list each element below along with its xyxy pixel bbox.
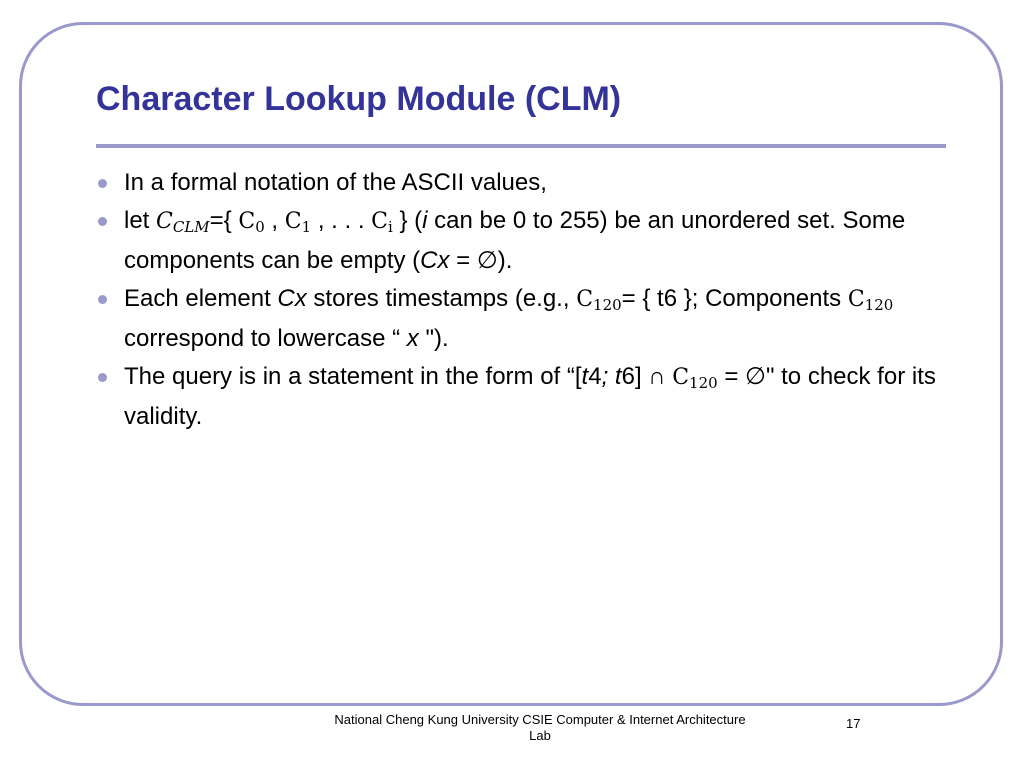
bullet-item-3 [96,282,936,356]
footer-text: National Cheng Kung University CSIE Computer & Internet Architecture Lab [334,712,746,743]
bullet-text: 4 [588,363,602,390]
page-number: 17 [846,716,861,731]
bullet-text: = { t6 }; Components [621,285,848,312]
math-subscript: i [388,218,393,236]
bullet-item-2 [96,204,936,278]
bullet-text: = ∅" to check for its validity. [124,363,936,430]
math-subscript: 1 [301,218,312,236]
math-symbol: C [238,209,256,234]
bullet-text: In a formal notation of the ASCII values, [124,169,547,196]
bullet-list [96,166,936,438]
italic-variable: ; t [601,363,622,390]
bullet-text: stores timestamps (e.g., [306,285,577,312]
math-symbol: C [672,365,690,390]
bullet-item-1 [96,166,936,200]
math-symbol: C [576,287,594,312]
math-subscript: 120 [593,296,622,314]
bullet-text: ={ [209,207,239,234]
bullet-dot-icon [98,373,107,382]
italic-variable: x [406,325,419,352]
italic-variable: t [581,363,589,390]
math-subscript: CLM [172,218,210,236]
bullet-text: "). [418,325,449,352]
bullet-item-4 [96,360,936,434]
bullet-text: The query is in a statement in the form of “[ [124,363,582,390]
math-subscript: 0 [255,218,265,236]
bullet-text: 6] ∩ [621,363,673,390]
bullet-text: let [124,207,157,234]
bullet-text: Each element [124,285,278,312]
math-symbol: C [156,209,173,234]
math-symbol: C [284,209,302,234]
bullet-text: } ( [392,207,423,234]
math-subscript: 120 [689,374,718,392]
bullet-text: , . . . [311,207,372,234]
bullet-dot-icon [98,179,107,188]
italic-variable: Cx [420,247,450,274]
math-symbol: C [371,209,389,234]
bullet-dot-icon [98,295,107,304]
bullet-text: can be 0 to 255) be an unordered set. Some components can be empty ( [124,207,906,274]
bullet-text: , [264,207,285,234]
bullet-text: = ∅). [449,247,513,274]
bullet-dot-icon [98,217,107,226]
bullet-text: correspond to lowercase “ [124,325,407,352]
math-symbol: C [847,287,865,312]
italic-variable: i [422,207,428,234]
italic-variable: Cx [277,285,307,312]
slide-title: Character Lookup Module (CLM) [96,80,622,118]
title-underline [96,144,946,148]
math-subscript: 120 [864,296,894,314]
